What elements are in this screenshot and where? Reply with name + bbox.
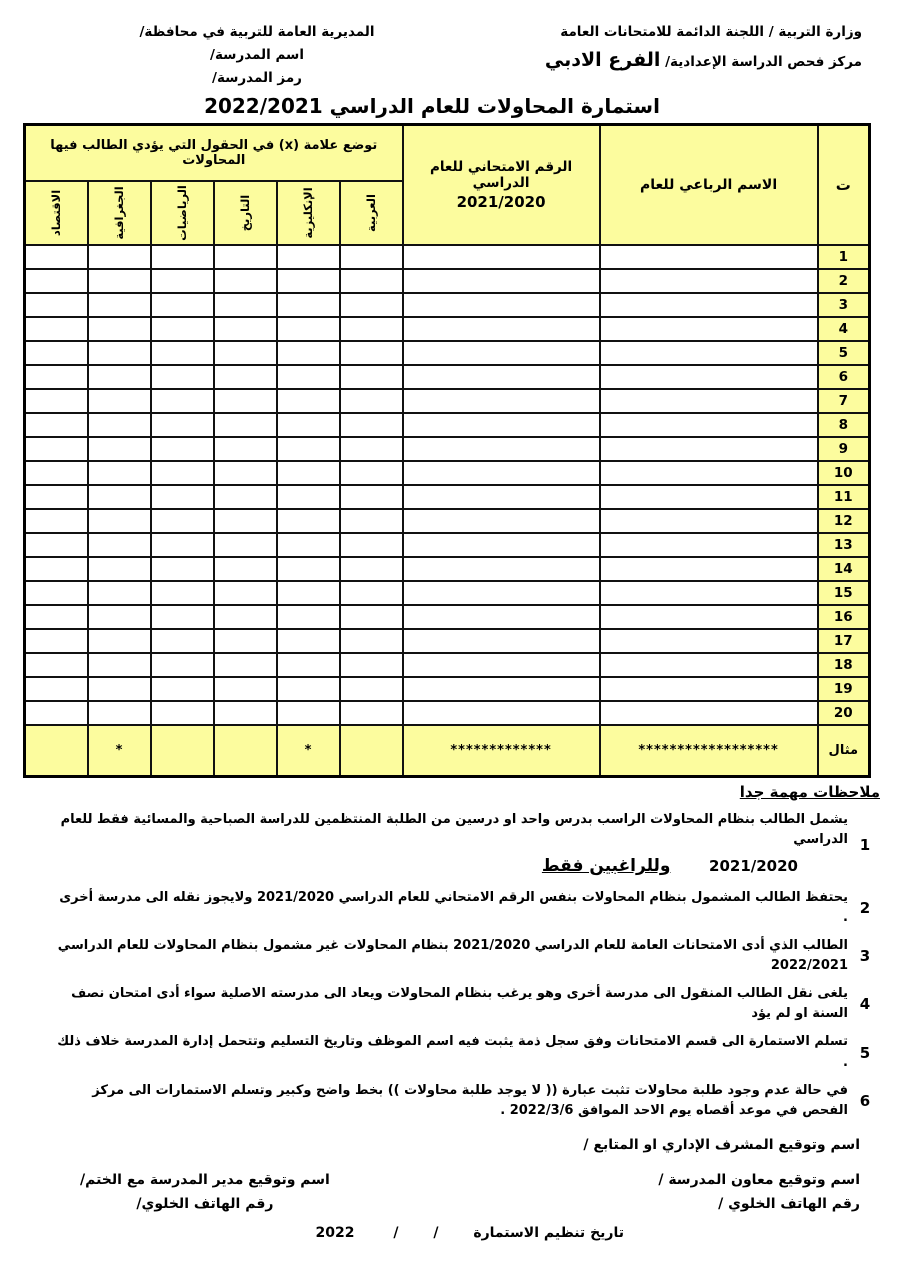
mark-cell-math xyxy=(151,653,214,677)
mark-cell-economics xyxy=(25,701,88,725)
mark-cell-geography xyxy=(88,365,151,389)
mark-cell-economics xyxy=(25,677,88,701)
subject-header-arabic: العربية xyxy=(340,181,403,245)
name-cell xyxy=(600,269,818,293)
name-cell xyxy=(600,581,818,605)
example-mark-geography: * xyxy=(88,725,151,777)
notes-heading: ملاحظات مهمة جدا xyxy=(739,783,880,801)
exam-number-cell xyxy=(403,509,600,533)
exam-number-column-header xyxy=(403,125,600,245)
mark-cell-history xyxy=(214,677,277,701)
example-name-cell: ****************** xyxy=(600,725,818,777)
mark-cell-economics xyxy=(25,341,88,365)
note-item-3 xyxy=(22,936,882,976)
table-row xyxy=(25,557,870,581)
mark-cell-english xyxy=(277,581,340,605)
note-number: 4 xyxy=(859,995,871,1014)
mark-cell-english xyxy=(277,653,340,677)
mark-cell-economics xyxy=(25,461,88,485)
mark-cell-history xyxy=(214,605,277,629)
row-serial-cell: 2 xyxy=(818,269,870,293)
exam-number-cell xyxy=(403,701,600,725)
principal-signature-line: اسم وتوقيع مدير المدرسة مع الختم/ xyxy=(80,1172,330,1189)
example-exam-cell: ************* xyxy=(403,725,600,777)
note-item-6 xyxy=(22,1081,882,1121)
date-slash-2: / xyxy=(393,1224,399,1241)
exam-number-cell xyxy=(403,461,600,485)
name-cell xyxy=(600,461,818,485)
row-serial-cell: 17 xyxy=(818,629,870,653)
mark-cell-arabic xyxy=(340,701,403,725)
row-serial-cell: 14 xyxy=(818,557,870,581)
note-number: 6 xyxy=(859,1091,871,1110)
mark-cell-history xyxy=(214,485,277,509)
name-cell xyxy=(600,293,818,317)
mark-cell-geography xyxy=(88,557,151,581)
exam-number-cell xyxy=(403,389,600,413)
table-row xyxy=(25,293,870,317)
mark-cell-arabic xyxy=(340,533,403,557)
mark-cell-geography xyxy=(88,389,151,413)
school-name-label: اسم المدرسة/ xyxy=(210,47,304,63)
row-serial-cell: 19 xyxy=(818,677,870,701)
mark-cell-english xyxy=(277,461,340,485)
mark-cell-history xyxy=(214,437,277,461)
note1-second-line xyxy=(50,853,848,879)
mark-cell-arabic xyxy=(340,365,403,389)
exam-number-cell xyxy=(403,317,600,341)
note-text: تسلم الاستمارة الى قسم الامتحانات وفق سجل ذمة يثبت فيه اسم الموظف وتاريخ التسليم وتتحمل إدارة المدرسة خلاف ذلك . xyxy=(57,1034,848,1070)
table-row xyxy=(25,317,870,341)
example-row-section xyxy=(25,725,870,777)
example-mark-arabic xyxy=(340,725,403,777)
form-date-label: تاريخ تنظيم الاستمارة xyxy=(473,1224,624,1241)
mark-cell-math xyxy=(151,533,214,557)
mark-cell-arabic xyxy=(340,557,403,581)
exam-number-cell xyxy=(403,245,600,269)
exam-number-cell xyxy=(403,557,600,581)
date-slash-1: / xyxy=(433,1224,439,1241)
exam-number-cell xyxy=(403,629,600,653)
exam-number-cell xyxy=(403,413,600,437)
table-row xyxy=(25,533,870,557)
exam-number-cell xyxy=(403,485,600,509)
mark-cell-geography xyxy=(88,677,151,701)
name-cell xyxy=(600,533,818,557)
mark-cell-history xyxy=(214,269,277,293)
mark-cell-economics xyxy=(25,365,88,389)
mark-cell-math xyxy=(151,701,214,725)
mark-cell-math xyxy=(151,269,214,293)
assistant-signature-line: اسم وتوقيع معاون المدرسة / xyxy=(658,1172,860,1189)
mark-cell-math xyxy=(151,509,214,533)
mark-cell-geography xyxy=(88,629,151,653)
note-text: يلغى نقل الطالب المنقول الى مدرسة أخرى وهو يرغب بنظام المحاولات ويعاد الى مدرسته الاصلية سواء أدى امتحان نصف السنة او لم يؤد xyxy=(71,986,848,1022)
table-row xyxy=(25,653,870,677)
mark-cell-arabic xyxy=(340,677,403,701)
mark-cell-english xyxy=(277,605,340,629)
name-cell xyxy=(600,677,818,701)
row-serial-cell: 5 xyxy=(818,341,870,365)
exam-number-cell xyxy=(403,533,600,557)
mark-cell-english xyxy=(277,533,340,557)
note-number: 3 xyxy=(859,947,871,966)
row-serial-cell: 13 xyxy=(818,533,870,557)
row-serial-cell: 15 xyxy=(818,581,870,605)
note-number: 1 xyxy=(859,835,871,854)
note-text: الطالب الذي أدى الامتحانات العامة للعام الدراسي 2021/2020 بنظام المحاولات غير مشمول بنظام المحاولات للعام الدراسي 2022/2021 xyxy=(57,937,848,974)
mark-cell-arabic xyxy=(340,245,403,269)
note-number: 5 xyxy=(859,1043,871,1062)
signatures-row xyxy=(22,1169,882,1217)
row-serial-cell: 12 xyxy=(818,509,870,533)
exam-number-cell xyxy=(403,653,600,677)
table-row xyxy=(25,677,870,701)
exam-number-cell xyxy=(403,293,600,317)
principal-signature-block xyxy=(22,1169,330,1217)
exam-number-cell xyxy=(403,365,600,389)
note-number: 2 xyxy=(859,898,871,917)
mark-cell-geography xyxy=(88,461,151,485)
mark-cell-arabic xyxy=(340,605,403,629)
mark-cell-geography xyxy=(88,245,151,269)
mark-cell-economics xyxy=(25,605,88,629)
mark-cell-math xyxy=(151,293,214,317)
mark-cell-economics xyxy=(25,653,88,677)
page-header xyxy=(22,24,882,86)
mark-cell-math xyxy=(151,437,214,461)
exam-number-cell xyxy=(403,581,600,605)
mark-cell-economics xyxy=(25,485,88,509)
mark-cell-math xyxy=(151,341,214,365)
form-date-line xyxy=(22,1225,882,1241)
mark-cell-math xyxy=(151,485,214,509)
name-cell xyxy=(600,653,818,677)
attempts-rows xyxy=(25,245,870,725)
mark-cell-economics xyxy=(25,581,88,605)
subject-header-economics: الاقتصاد xyxy=(25,181,88,245)
row-serial-cell: 18 xyxy=(818,653,870,677)
mark-cell-arabic xyxy=(340,437,403,461)
mark-cell-history xyxy=(214,245,277,269)
note-item-1 xyxy=(22,810,882,880)
mark-cell-arabic xyxy=(340,485,403,509)
row-serial-cell: 10 xyxy=(818,461,870,485)
mark-cell-history xyxy=(214,341,277,365)
mark-cell-economics xyxy=(25,245,88,269)
table-row xyxy=(25,245,870,269)
table-row xyxy=(25,581,870,605)
name-cell xyxy=(600,485,818,509)
assistant-phone-line: رقم الهاتف الخلوي / xyxy=(718,1195,860,1212)
table-header xyxy=(25,125,870,245)
table-row xyxy=(25,269,870,293)
mark-cell-history xyxy=(214,389,277,413)
mark-cell-arabic xyxy=(340,317,403,341)
exam-header-line1: الرقم الامتحاني للعام الدراسي xyxy=(429,158,573,191)
mark-cell-history xyxy=(214,461,277,485)
note-item-5 xyxy=(22,1032,882,1072)
table-row xyxy=(25,629,870,653)
example-mark-history xyxy=(214,725,277,777)
mark-cell-english xyxy=(277,341,340,365)
mark-cell-economics xyxy=(25,557,88,581)
mark-cell-geography xyxy=(88,413,151,437)
table-row xyxy=(25,341,870,365)
mark-cell-arabic xyxy=(340,629,403,653)
exam-center-line xyxy=(545,49,862,71)
mark-cell-arabic xyxy=(340,653,403,677)
mark-cell-english xyxy=(277,413,340,437)
name-cell xyxy=(600,341,818,365)
mark-cell-history xyxy=(214,653,277,677)
mark-cell-economics xyxy=(25,389,88,413)
directorate-header-block xyxy=(92,24,422,86)
row-serial-cell: 6 xyxy=(818,365,870,389)
mark-cell-english xyxy=(277,509,340,533)
note-text: يحتفظ الطالب المشمول بنظام المحاولات بنفس الرقم الامتحاني للعام الدراسي 2021/2020 ولايجوز نقله الى مدرسة أخرى . xyxy=(59,889,848,925)
exam-number-cell xyxy=(403,605,600,629)
mark-cell-geography xyxy=(88,485,151,509)
row-serial-cell: 1 xyxy=(818,245,870,269)
name-column-header: الاسم الرباعي للعام xyxy=(600,125,818,245)
mark-cell-geography xyxy=(88,317,151,341)
name-cell xyxy=(600,629,818,653)
mark-cell-english xyxy=(277,701,340,725)
ministry-header-block xyxy=(545,24,882,71)
table-row xyxy=(25,389,870,413)
row-serial-cell: 3 xyxy=(818,293,870,317)
exam-number-cell xyxy=(403,341,600,365)
mark-cell-history xyxy=(214,317,277,341)
mark-cell-history xyxy=(214,629,277,653)
ministry-line: وزارة التربية / اللجنة الدائمة للامتحانات العامة xyxy=(560,24,862,40)
mark-cell-geography xyxy=(88,509,151,533)
mark-cell-english xyxy=(277,437,340,461)
table-row xyxy=(25,701,870,725)
mark-cell-arabic xyxy=(340,269,403,293)
note-item-4 xyxy=(22,984,882,1024)
exam-center-label: مركز فحص الدراسة الإعدادية/ xyxy=(665,54,862,70)
mark-cell-english xyxy=(277,293,340,317)
name-cell xyxy=(600,605,818,629)
name-cell xyxy=(600,245,818,269)
mark-cell-geography xyxy=(88,653,151,677)
mark-cell-english xyxy=(277,389,340,413)
mark-cell-math xyxy=(151,605,214,629)
mark-cell-english xyxy=(277,365,340,389)
example-row xyxy=(25,725,870,777)
name-cell xyxy=(600,389,818,413)
serial-column-header: ت xyxy=(818,125,870,245)
note-item-2 xyxy=(22,888,882,928)
mark-cell-history xyxy=(214,365,277,389)
example-mark-english: * xyxy=(277,725,340,777)
mark-cell-english xyxy=(277,245,340,269)
name-cell xyxy=(600,509,818,533)
name-cell xyxy=(600,557,818,581)
school-code-label: رمز المدرسة/ xyxy=(212,70,302,86)
mark-cell-english xyxy=(277,485,340,509)
table-row xyxy=(25,509,870,533)
mark-cell-math xyxy=(151,389,214,413)
mark-cell-geography xyxy=(88,605,151,629)
name-cell xyxy=(600,413,818,437)
mark-cell-history xyxy=(214,557,277,581)
row-serial-cell: 20 xyxy=(818,701,870,725)
mark-cell-history xyxy=(214,533,277,557)
row-serial-cell: 16 xyxy=(818,605,870,629)
mark-cell-economics xyxy=(25,413,88,437)
page-title: استمارة المحاولات للعام الدراسي 2022/2021 xyxy=(204,94,660,118)
table-row xyxy=(25,365,870,389)
form-date-year: 2022 xyxy=(315,1224,355,1241)
note-text: يشمل الطالب بنظام المحاولات الراسب بدرس واحد او درسين من الطلبة المنتظمين للدراسة الصباحية والمسائية فقط للعام الدراسي 2021/2020 وللراغبين فقط xyxy=(22,810,848,880)
mark-cell-geography xyxy=(88,533,151,557)
name-cell xyxy=(600,437,818,461)
mark-cell-english xyxy=(277,557,340,581)
mark-cell-english xyxy=(277,629,340,653)
mark-cell-math xyxy=(151,413,214,437)
row-serial-cell: 8 xyxy=(818,413,870,437)
directorate-line: المديرية العامة للتربية في محافظة/ xyxy=(139,24,375,40)
mark-cell-math xyxy=(151,317,214,341)
exam-number-cell xyxy=(403,677,600,701)
mark-cell-economics xyxy=(25,509,88,533)
subject-header-english: الإنكليزية xyxy=(277,181,340,245)
name-cell xyxy=(600,317,818,341)
example-serial-cell: مثال xyxy=(818,725,870,777)
mark-cell-history xyxy=(214,581,277,605)
subject-header-geography: الجغرافية xyxy=(88,181,151,245)
mark-cell-arabic xyxy=(340,293,403,317)
mark-cell-geography xyxy=(88,581,151,605)
mark-cell-economics xyxy=(25,533,88,557)
mark-cell-geography xyxy=(88,341,151,365)
table-row xyxy=(25,485,870,509)
mark-cell-economics xyxy=(25,269,88,293)
table-row xyxy=(25,461,870,485)
assistant-signature-block xyxy=(658,1169,882,1217)
name-cell xyxy=(600,701,818,725)
mark-cell-economics xyxy=(25,293,88,317)
mark-cell-arabic xyxy=(340,581,403,605)
mark-cell-math xyxy=(151,245,214,269)
table-row xyxy=(25,437,870,461)
mark-cell-math xyxy=(151,365,214,389)
branch-name: الفرع الادبي xyxy=(544,49,661,71)
mark-cell-geography xyxy=(88,293,151,317)
exam-header-year: 2021/2020 xyxy=(456,192,546,211)
example-mark-math xyxy=(151,725,214,777)
mark-cell-english xyxy=(277,317,340,341)
subject-header-history: التاريخ xyxy=(214,181,277,245)
mark-cell-history xyxy=(214,413,277,437)
mark-cell-arabic xyxy=(340,509,403,533)
subject-header-math: الرياضيات xyxy=(151,181,214,245)
mark-cell-geography xyxy=(88,701,151,725)
name-cell xyxy=(600,365,818,389)
mark-cell-economics xyxy=(25,629,88,653)
mark-cell-math xyxy=(151,557,214,581)
mark-instruction-header: توضع علامة (x) في الحقول التي يؤدي الطالب فيها المحاولات xyxy=(25,125,403,181)
row-serial-cell: 11 xyxy=(818,485,870,509)
mark-cell-history xyxy=(214,293,277,317)
mark-cell-math xyxy=(151,629,214,653)
table-row xyxy=(25,413,870,437)
mark-cell-history xyxy=(214,509,277,533)
mark-cell-arabic xyxy=(340,389,403,413)
row-serial-cell: 4 xyxy=(818,317,870,341)
note-text: في حالة عدم وجود طلبة محاولات تثبت عبارة (( لا يوجد طلبة محاولات )) بخط واضح وكبير وتسلم الاستمارات الى مركز الفحص في موعد أقصاه يوم الاحد الموافق 2022/3/6 . xyxy=(92,1082,848,1118)
supervisor-signature-line: اسم وتوقيع المشرف الإداري او المتابع / xyxy=(583,1137,860,1154)
mark-cell-arabic xyxy=(340,341,403,365)
exam-number-cell xyxy=(403,437,600,461)
mark-cell-math xyxy=(151,677,214,701)
table-row xyxy=(25,605,870,629)
mark-cell-geography xyxy=(88,269,151,293)
row-serial-cell: 7 xyxy=(818,389,870,413)
mark-cell-english xyxy=(277,677,340,701)
example-mark-economics xyxy=(25,725,88,777)
principal-phone-line: رقم الهاتف الخلوي/ xyxy=(136,1195,274,1212)
attempts-table xyxy=(23,123,871,778)
exam-number-cell xyxy=(403,269,600,293)
mark-cell-geography xyxy=(88,437,151,461)
mark-cell-economics xyxy=(25,437,88,461)
mark-cell-arabic xyxy=(340,413,403,437)
note1-emphasis: وللراغبين فقط xyxy=(541,856,671,877)
mark-cell-math xyxy=(151,581,214,605)
row-serial-cell: 9 xyxy=(818,437,870,461)
mark-cell-math xyxy=(151,461,214,485)
mark-cell-history xyxy=(214,701,277,725)
mark-cell-english xyxy=(277,269,340,293)
mark-cell-arabic xyxy=(340,461,403,485)
note1-year: 2021/2020 xyxy=(709,857,798,876)
mark-cell-economics xyxy=(25,317,88,341)
